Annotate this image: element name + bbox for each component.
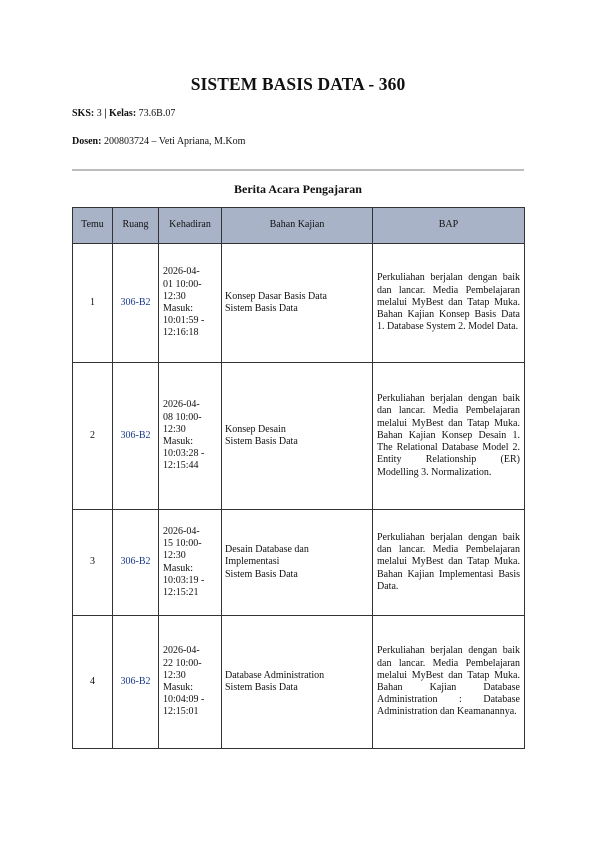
cell-ruang: 306-B2 (113, 244, 159, 363)
divider (72, 169, 524, 171)
cell-bap: Perkuliahan berjalan dengan baik dan lancar. Media Pembelajaran melalui MyBest dan Tatap Muka. Bahan Kajian Konsep Basis Data 1. Database System 2. Model Data. (373, 244, 525, 363)
table-row (73, 510, 525, 616)
cell-bap: Perkuliahan berjalan dengan baik dan lancar. Media Pembelajaran melalui MyBest dan Tatap Muka. Bahan Kajian Konsep Desain 1. The Relational Database Model 2. Entity Relationship (ER) Modelling 3. Normalization. (373, 363, 525, 510)
kelas-label: Kelas: (108, 108, 137, 119)
table-row (73, 244, 525, 363)
cell-bahan-kajian: Database Administration Sistem Basis Data (222, 616, 373, 749)
dosen-value: 200803724 – Veti Apriana, M.Kom (103, 136, 246, 147)
cell-bahan-kajian: Konsep Desain Sistem Basis Data (222, 363, 373, 510)
cell-ruang: 306-B2 (113, 616, 159, 749)
cell-bap: Perkuliahan berjalan dengan baik dan lancar. Media Pembelajaran melalui MyBest dan Tatap Muka. Bahan Kajian Implementasi Basis Data. (373, 510, 525, 616)
page-title: SISTEM BASIS DATA - 360 (190, 74, 406, 94)
cell-kehadiran: 2026-04- 22 10:00- 12:30 Masuk: 10:04:09 - 12:15:01 (159, 616, 222, 749)
table-row (73, 363, 525, 510)
cell-ruang: 306-B2 (113, 363, 159, 510)
section-title: Berita Acara Pengajaran (234, 182, 362, 196)
kelas-value: 73.6B.07 (138, 108, 176, 119)
cell-ruang: 306-B2 (113, 510, 159, 616)
col-header-bahan-kajian: Bahan Kajian (222, 208, 373, 244)
dosen-label: Dosen: (72, 136, 102, 147)
cell-kehadiran: 2026-04- 01 10:00- 12:30 Masuk: 10:01:59 - 12:16:18 (159, 244, 222, 363)
sks-label: SKS: (72, 108, 95, 119)
col-header-kehadiran: Kehadiran (159, 208, 222, 244)
cell-temu: 2 (73, 363, 113, 510)
cell-bap: Perkuliahan berjalan dengan baik dan lancar. Media Pembelajaran melalui MyBest dan Tatap Muka. Bahan Kajian Database Administration : Database Administration dan Keamanannya. (373, 616, 525, 749)
cell-bahan-kajian: Konsep Dasar Basis Data Sistem Basis Data (222, 244, 373, 363)
cell-temu: 1 (73, 244, 113, 363)
cell-temu: 4 (73, 616, 113, 749)
sks-value: 3 (96, 108, 102, 119)
cell-temu: 3 (73, 510, 113, 616)
cell-kehadiran: 2026-04- 08 10:00- 12:30 Masuk: 10:03:28 - 12:15:44 (159, 363, 222, 510)
col-header-temu: Temu (73, 208, 113, 244)
teaching-log-table (72, 207, 525, 749)
lecturer-meta (72, 136, 245, 147)
table-row (73, 616, 525, 749)
cell-bahan-kajian: Desain Database dan Implementasi Sistem Basis Data (222, 510, 373, 616)
col-header-bap: BAP (373, 208, 525, 244)
meta-separator: | (104, 108, 107, 119)
table-header-row (73, 208, 525, 244)
course-meta (72, 108, 175, 119)
cell-kehadiran: 2026-04- 15 10:00- 12:30 Masuk: 10:03:19 - 12:15:21 (159, 510, 222, 616)
col-header-ruang: Ruang (113, 208, 159, 244)
